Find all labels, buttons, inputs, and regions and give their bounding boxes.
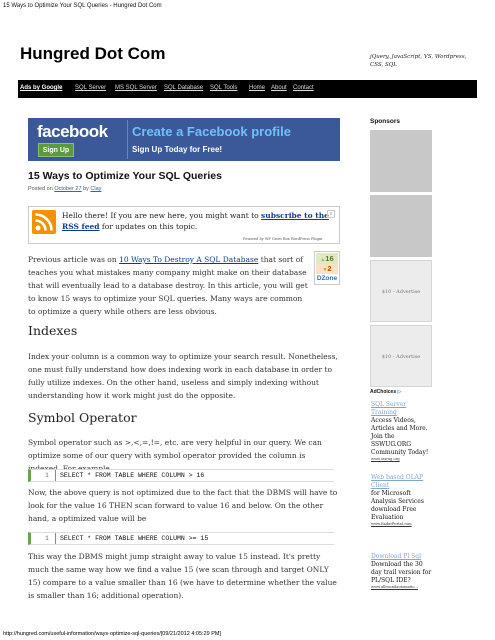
advertise-slot-2[interactable] — [370, 325, 432, 387]
code-gutter-line — [55, 470, 56, 481]
ad-desc-1: Access Videos, Articles and More. Join the SSWUG.ORG Community Today! — [371, 417, 429, 456]
rss-greet-text — [62, 210, 330, 232]
dzone-count-bottom: 2 — [327, 264, 332, 273]
nav-sql-server[interactable]: SQL Server — [75, 85, 107, 91]
up-arrow-icon: ▲ — [320, 257, 326, 263]
nav-contact[interactable]: Contact — [293, 85, 314, 91]
dzone-down-count — [316, 264, 338, 274]
code-line-number: 1 — [45, 472, 49, 479]
advertise-slot-1[interactable] — [370, 260, 432, 322]
site-tagline — [370, 53, 466, 69]
destroy-sql-database-link[interactable]: 10 Ways To Destroy A SQL Database — [119, 255, 259, 264]
heading-indexes: Indexes — [28, 323, 78, 338]
facebook-logo: facebook — [37, 122, 108, 141]
sponsors-heading: Sponsors — [370, 118, 400, 125]
advertise-label-1: $10 - Advertise — [381, 289, 421, 295]
post-date-link[interactable]: October 27 — [54, 186, 82, 192]
down-arrow-icon: ▼ — [322, 267, 328, 273]
intro-rest: that sort of teaches you what mistakes many company might make on their database that will eventually lead to a database destroy. In this article, you will get to know 15 ways to optimize your SQL queries. Many ways are common to optimize a query while others are less obvious. — [28, 255, 308, 316]
code-block-2 — [28, 532, 334, 545]
facebook-signup-button[interactable]: Sign Up — [38, 143, 74, 157]
adchoices-text: AdChoices — [370, 389, 397, 395]
google-ad-3 — [371, 553, 433, 589]
nav-sql-tools[interactable]: SQL Tools — [210, 85, 238, 91]
ad-url-1[interactable]: www.sswug.org — [371, 457, 400, 461]
ad-url-3[interactable]: www.allroundautomatio... — [371, 585, 418, 589]
dzone-widget[interactable] — [314, 251, 340, 285]
intro-prefix: Previous article was on — [28, 255, 117, 264]
subscribe-rss-link[interactable]: subscribe to the RSS feed — [62, 211, 329, 231]
indexes-paragraph: Index your column is a common way to optimize your search result. Nonetheless, one must fully understand how does indexing work in each database in order to fully utilize indexes. On the other hand, useless and simply indexing without understanding how it work might just do the opposite. — [28, 352, 338, 400]
code-line: SELECT * FROM TABLE WHERE COLUMN >= 15 — [60, 535, 209, 542]
nav-bar — [18, 80, 477, 98]
sponsor-slot-1[interactable] — [370, 130, 432, 192]
google-ad-1 — [371, 401, 433, 461]
adchoices-label[interactable] — [370, 389, 401, 395]
tagline-line-1: jQuery, JavaScript, VS, Wordpress, — [370, 54, 467, 60]
powered-by-text: Powered by WP Greet Box WordPress Plugin — [243, 237, 323, 241]
nav-sql-database[interactable]: SQL Database — [164, 85, 204, 91]
meta-by: by — [83, 186, 89, 192]
ad-title-2[interactable]: Web based OLAP Client — [371, 474, 424, 489]
advertise-label-2: $10 - Advertise — [381, 354, 421, 360]
post-meta — [28, 186, 101, 192]
meta-prefix: Posted on — [28, 186, 53, 192]
dzone-count-top: 16 — [325, 254, 334, 263]
ad-url-2[interactable]: www.RadarPortal.com — [371, 522, 412, 526]
rss-text-before: Hello there! If you are new here, you might want to — [62, 211, 259, 220]
ad-desc-2: for Microsoft Analysis Services download Free Evaluation — [371, 490, 424, 521]
ad-desc-3: Download the 30 day trail version for PL/SQL IDE? — [371, 561, 432, 584]
post-author-link[interactable]: Clay — [90, 186, 102, 192]
heading-symbol-operator: Symbol Operator — [28, 410, 137, 425]
after-code2-paragraph: This way the DBMS might jump straight away to value 15 instead. It's pretty much the same way how we find a value 15 (we scan through and target ONLY 15) compare to a value smaller than 16 (we have to determine whether the value is smaller than 16; additional operation). — [28, 552, 337, 600]
nav-ads-by-google[interactable]: Ads by Google — [20, 85, 63, 91]
nav-home[interactable]: Home — [249, 85, 266, 91]
code-block-1 — [28, 469, 334, 482]
adchoices-icon: ▷ — [397, 389, 402, 395]
site-title[interactable]: Hungred Dot Com — [20, 44, 166, 63]
code-gutter-line — [55, 533, 56, 544]
ad-title-3[interactable]: Download Pl Sql — [371, 553, 422, 560]
facebook-banner-ad[interactable] — [28, 118, 340, 161]
nav-about[interactable]: About — [271, 85, 287, 91]
dzone-up-count — [316, 253, 338, 264]
ad-title-1[interactable]: SQL Server Training — [371, 401, 407, 416]
code-line: SELECT * FROM TABLE WHERE COLUMN > 16 — [60, 472, 205, 479]
intro-paragraph — [28, 253, 312, 318]
rss-icon[interactable] — [32, 210, 56, 234]
post-title[interactable]: 15 Ways to Optimize Your SQL Queries — [28, 170, 222, 182]
symbol-paragraph: Symbol operator such as >,<,=,!=, etc. are very helpful in our query. We can optimize some of our query with symbol operator provided the column is — [28, 438, 322, 460]
footer-url: http://hungred.com/useful-information/ways-optimize-sql-queries/[09/21/2012 4:05:29 PM] — [3, 631, 221, 637]
rss-greet-box — [28, 206, 340, 244]
after-code1-paragraph: Now, the above query is not optimized due to the fact that the DBMS will have to look for the value 16 THEN scan forward to value 16 and below. On the other hand, a optimized value will be — [28, 488, 338, 523]
facebook-banner-subline: Sign Up Today for Free! — [132, 145, 223, 154]
page-header: 15 Ways to Optimize Your SQL Queries - Hungred Dot Com — [3, 3, 162, 9]
dzone-label: DZone — [316, 275, 338, 282]
tagline-line-2: CSS, SQL — [370, 62, 397, 68]
close-icon[interactable]: x — [327, 210, 335, 218]
sponsor-slot-2[interactable] — [370, 195, 432, 257]
facebook-banner-headline: Create a Facebook profile — [132, 124, 291, 139]
google-ad-2 — [371, 474, 433, 526]
nav-ms-sql-server[interactable]: MS SQL Server — [115, 85, 157, 91]
code-line-number: 1 — [45, 535, 49, 542]
banner-divider — [127, 120, 128, 159]
rss-text-after: for updates on this topic. — [101, 222, 198, 231]
